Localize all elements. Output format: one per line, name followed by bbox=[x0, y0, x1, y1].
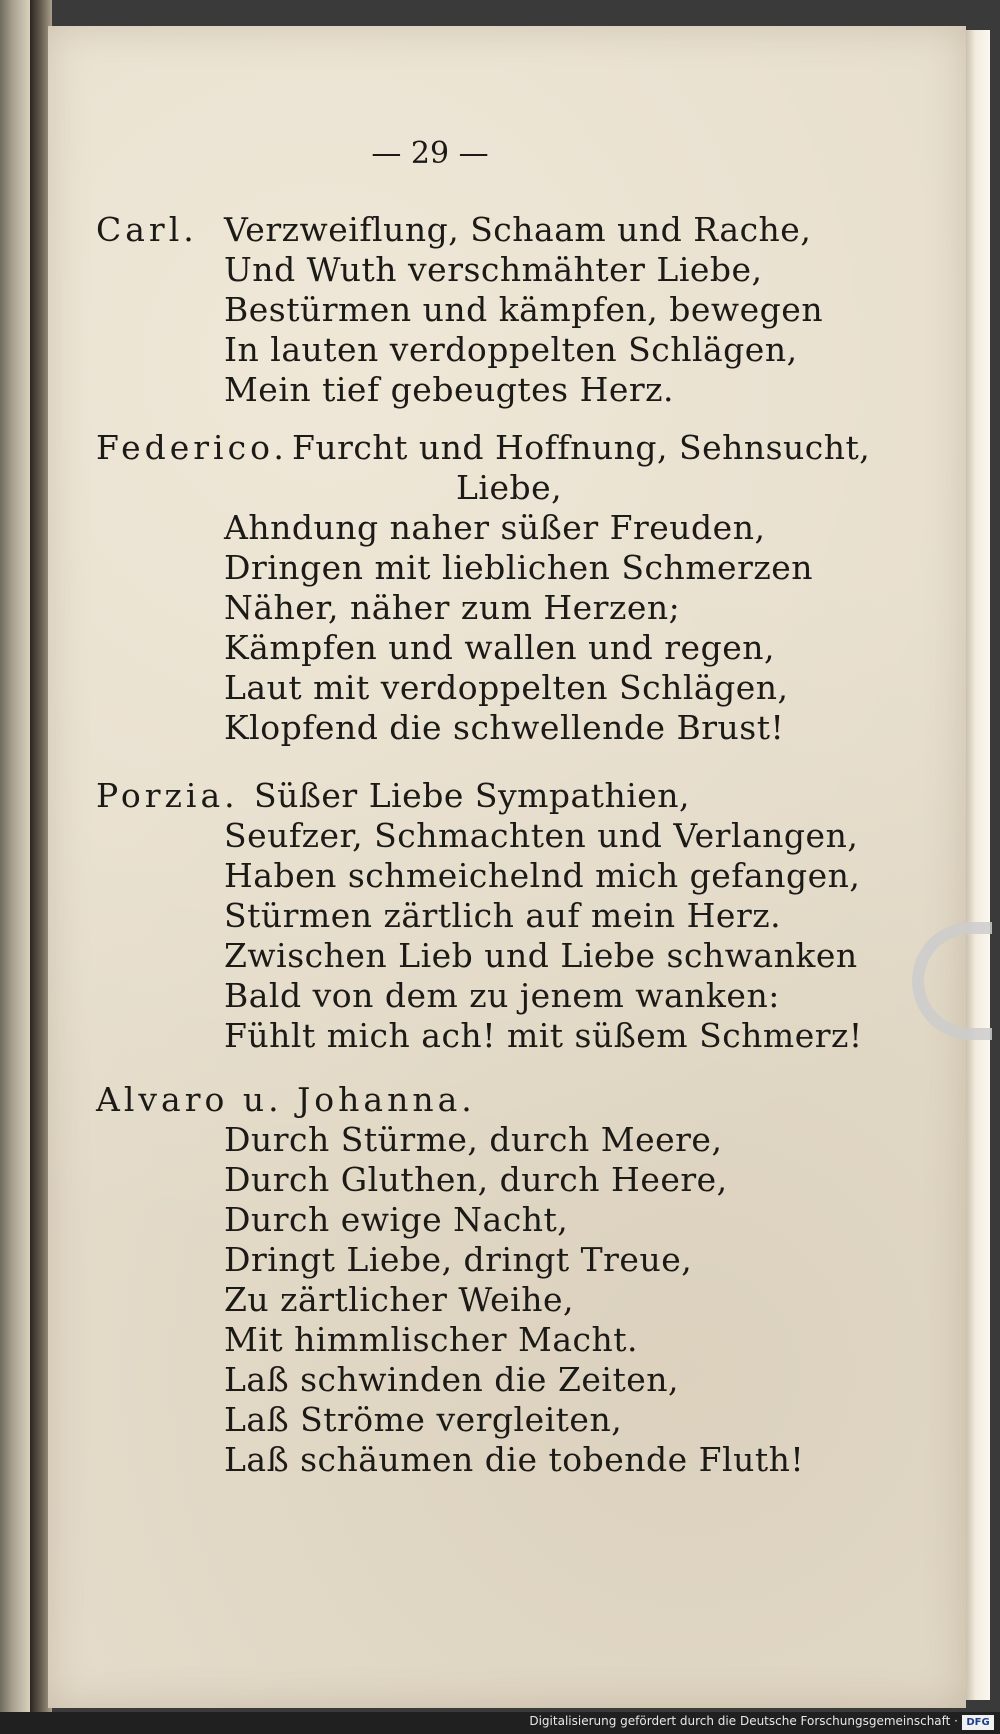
verse-line: Laß Ströme vergleiten, bbox=[224, 1400, 623, 1439]
verse-line: Furcht und Hoffnung, Sehnsucht, bbox=[292, 428, 871, 467]
verse-line: Liebe, bbox=[456, 468, 563, 507]
verse-line: Süßer Liebe Sympathien, bbox=[254, 776, 691, 815]
verse-line: Haben schmeichelnd mich gefangen, bbox=[224, 856, 861, 895]
verse-line: Laß schäumen die tobende Fluth! bbox=[224, 1440, 805, 1479]
verse-line: Dringt Liebe, dringt Treue, bbox=[224, 1240, 693, 1279]
verse-line: Fühlt mich ach! mit süßem Schmerz! bbox=[224, 1016, 863, 1055]
dfg-logo-icon: DFG bbox=[962, 1715, 994, 1730]
verse-line: Stürmen zärtlich auf mein Herz. bbox=[224, 896, 782, 935]
verse-line: Mein tief gebeugtes Herz. bbox=[224, 370, 675, 409]
verse-line: Näher, näher zum Herzen; bbox=[224, 588, 681, 627]
speaker-porzia: Porzia. bbox=[96, 776, 239, 815]
verse-line: Durch ewige Nacht, bbox=[224, 1200, 569, 1239]
verse-line: Und Wuth verschmähter Liebe, bbox=[224, 250, 763, 289]
speaker-carl: Carl. bbox=[96, 210, 198, 249]
page-stack-edge bbox=[966, 30, 990, 1700]
verse-line: Laß schwinden die Zeiten, bbox=[224, 1360, 679, 1399]
verse-line: Zu zärtlicher Weihe, bbox=[224, 1280, 574, 1319]
verse-line: Ahndung naher süßer Freuden, bbox=[224, 508, 766, 547]
verse-line: In lauten verdoppelten Schlägen, bbox=[224, 330, 798, 369]
verse-line: Mit himmlischer Macht. bbox=[224, 1320, 639, 1359]
speaker-alvaro-johanna: Alvaro u. Johanna. bbox=[96, 1080, 476, 1119]
verse-line: Laut mit verdoppelten Schlägen, bbox=[224, 668, 789, 707]
verse-line: Zwischen Lieb und Liebe schwanken bbox=[224, 936, 858, 975]
verse-line: Durch Stürme, durch Meere, bbox=[224, 1120, 723, 1159]
verse-line: Dringen mit lieblichen Schmerzen bbox=[224, 548, 814, 587]
speaker-federico: Federico. bbox=[96, 428, 288, 467]
verse-line: Kämpfen und wallen und regen, bbox=[224, 628, 775, 667]
verse-line: Seufzer, Schmachten und Verlangen, bbox=[224, 816, 859, 855]
verse-line: Bald von dem zu jenem wanken: bbox=[224, 976, 780, 1015]
verse-line: Verzweiflung, Schaam und Rache, bbox=[224, 210, 812, 249]
verse-line: Bestürmen und kämpfen, bewegen bbox=[224, 290, 824, 329]
page-number: — 29 — bbox=[371, 136, 489, 171]
funding-credit: Digitalisierung gefördert durch die Deutsche Forschungsgemeinschaft · bbox=[529, 1714, 958, 1728]
verse-line: Klopfend die schwellende Brust! bbox=[224, 708, 785, 747]
verse-line: Durch Gluthen, durch Heere, bbox=[224, 1160, 728, 1199]
